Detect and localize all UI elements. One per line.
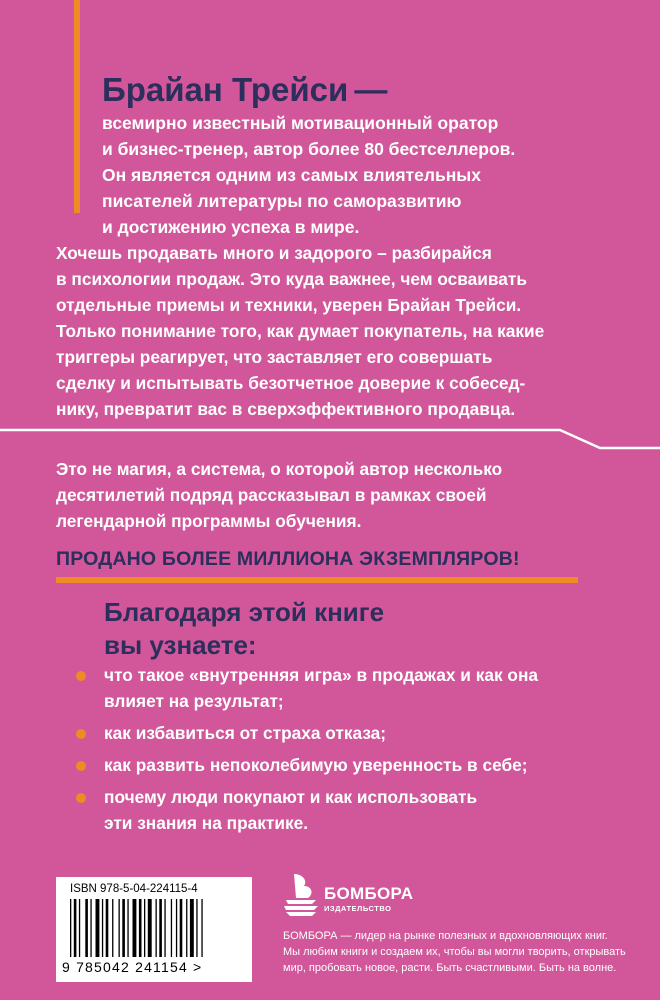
list-item-text: почему люди покупают и как использовать	[104, 787, 478, 807]
publisher-note-line: мир, пробовать новое, расти. Быть счастливыми. Быть на волне.	[283, 962, 617, 974]
author-bio-line: писателей литературы по саморазвитию	[102, 191, 462, 211]
list-item-text: что такое «внутренняя игра» в продажах и как она	[104, 665, 539, 685]
system-line: легендарной программы обучения.	[56, 511, 362, 531]
learn-title	[104, 596, 524, 662]
sold-underline	[56, 577, 578, 583]
list-item	[76, 784, 636, 836]
isbn-label: ISBN 978-5-04-224115-4	[70, 883, 198, 895]
accent-bar	[74, 0, 80, 213]
bullet-dot-icon	[76, 729, 86, 739]
bullet-dot-icon	[76, 761, 86, 771]
list-item	[76, 720, 636, 746]
barcode-icon	[70, 899, 240, 959]
sold-banner: ПРОДАНО БОЛЕЕ МИЛЛИОНА ЭКЗЕМПЛЯРОВ!	[56, 548, 520, 570]
intro-line: триггеры реагирует, что заставляет его совершать	[56, 347, 493, 367]
intro-line: в психологии продаж. Это куда важнее, чем осваивать	[56, 269, 527, 289]
list-item-text: эти знания на практике.	[104, 813, 309, 833]
section-divider	[0, 416, 660, 456]
barcode-box	[56, 877, 252, 982]
list-item	[76, 662, 636, 714]
list-item-text: влияет на результат;	[104, 691, 284, 711]
author-bio-line: всемирно известный мотивационный оратор	[102, 113, 499, 133]
author-bio-line: и достижению успеха в мире.	[102, 217, 360, 237]
learn-title-line: Благодаря этой книге	[104, 597, 385, 627]
intro-line: Только понимание того, как думает покупатель, на какие	[56, 321, 545, 341]
author-dash: —	[354, 71, 388, 108]
publisher-note	[283, 928, 635, 976]
intro-line: отдельные приемы и техники, уверен Брайан Трейси.	[56, 295, 522, 315]
author-heading	[102, 70, 622, 110]
system-paragraph	[56, 456, 621, 534]
author-bio-line: Он является одним из самых влиятельных	[102, 165, 481, 185]
author-block	[102, 70, 622, 240]
system-line: десятилетий подряд рассказывал в рамках своей	[56, 485, 487, 505]
author-name: Брайан Трейси	[102, 71, 349, 108]
intro-line: сделку и испытывать безотчетное доверие к собесед-	[56, 373, 526, 393]
author-bio	[102, 110, 622, 240]
learn-list	[76, 662, 636, 842]
intro-paragraph	[56, 240, 621, 422]
intro-line: Хочешь продавать много и задорого – разбирайся	[56, 243, 492, 263]
publisher-logo	[282, 872, 414, 922]
bullet-dot-icon	[76, 671, 86, 681]
learn-title-line: вы узнаете:	[104, 630, 257, 660]
publisher-logo-text: БОМБОРА	[324, 884, 414, 903]
publisher-logo-sub: ИЗДАТЕЛЬСТВО	[324, 904, 392, 913]
publisher-note-line: Мы любим книги и создаем их, чтобы вы могли творить, открывать	[283, 946, 626, 958]
system-line: Это не магия, а система, о которой автор несколько	[56, 459, 503, 479]
author-bio-line: и бизнес-тренер, автор более 80 бестселлеров.	[102, 139, 516, 159]
list-item-text: как развить непоколебимую уверенность в себе;	[104, 755, 528, 775]
list-item	[76, 752, 636, 778]
publisher-note-line: БОМБОРА — лидер на рынке полезных и вдохновляющих книг.	[283, 930, 608, 942]
list-item-text: как избавиться от страха отказа;	[104, 723, 387, 743]
intro-line: нику, превратит вас в сверхэффективного продавца.	[56, 399, 516, 419]
publisher-logo-icon	[282, 872, 322, 922]
bullet-dot-icon	[76, 793, 86, 803]
barcode-digits: 9 785042 241154 >	[62, 959, 203, 975]
